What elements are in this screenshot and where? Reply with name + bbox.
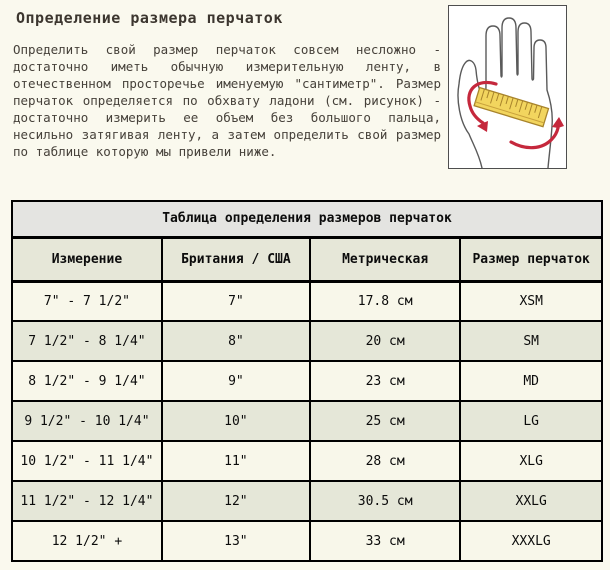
hand-with-tape-icon [449, 6, 566, 168]
table-row [12, 361, 602, 401]
table-cell: MD [460, 361, 602, 401]
glove-size-table [11, 200, 603, 562]
table-cell: 7" - 7 1/2" [12, 281, 162, 321]
table-cell: 28 см [310, 441, 460, 481]
intro-paragraph: Определить свой размер перчаток совсем несложно - достаточно иметь обычную измерительную ленту, в отечественном просторечье именуемую "сантиметр". Размер перчаток определяется по обхвату ладони (см. рисунок) - достаточно измерить ее объем без большого пальца, несильно затягивая ленту, а затем определить свой размер по таблице которую мы привели ниже. [13, 42, 441, 159]
table-row [12, 481, 602, 521]
table-row [12, 401, 602, 441]
table-cell: 8" [162, 321, 310, 361]
table-cell: 11 1/2" - 12 1/4" [12, 481, 162, 521]
table-cell: 7 1/2" - 8 1/4" [12, 321, 162, 361]
table-cell: XLG [460, 441, 602, 481]
table-row [12, 521, 602, 561]
table-cell: 10" [162, 401, 310, 441]
table-row [12, 281, 602, 321]
column-header-measurement: Измерение [12, 237, 162, 281]
table-cell: 23 см [310, 361, 460, 401]
hand-measurement-figure [448, 5, 567, 169]
column-header-glove-size: Размер перчаток [460, 237, 602, 281]
table-cell: SM [460, 321, 602, 361]
table-cell: 9" [162, 361, 310, 401]
table-row [12, 321, 602, 361]
size-table-body [12, 281, 602, 561]
table-cell: 12" [162, 481, 310, 521]
table-cell: 20 см [310, 321, 460, 361]
table-cell: 30.5 см [310, 481, 460, 521]
table-cell: 10 1/2" - 11 1/4" [12, 441, 162, 481]
table-cell: XXXLG [460, 521, 602, 561]
table-cell: 33 см [310, 521, 460, 561]
table-cell: 12 1/2" + [12, 521, 162, 561]
table-title: Таблица определения размеров перчаток [12, 201, 602, 237]
table-cell: 7" [162, 281, 310, 321]
table-cell: 25 см [310, 401, 460, 441]
column-header-metric: Метрическая [310, 237, 460, 281]
table-cell: 9 1/2" - 10 1/4" [12, 401, 162, 441]
column-header-britain-usa: Британия / США [162, 237, 310, 281]
table-cell: XSM [460, 281, 602, 321]
table-cell: 11" [162, 441, 310, 481]
table-row [12, 441, 602, 481]
table-cell: 8 1/2" - 9 1/4" [12, 361, 162, 401]
table-header-row [12, 237, 602, 281]
table-cell: LG [460, 401, 602, 441]
page-title: Определение размера перчаток [16, 9, 283, 27]
table-cell: 13" [162, 521, 310, 561]
table-title-row [12, 201, 602, 237]
table-cell: XXLG [460, 481, 602, 521]
table-cell: 17.8 см [310, 281, 460, 321]
